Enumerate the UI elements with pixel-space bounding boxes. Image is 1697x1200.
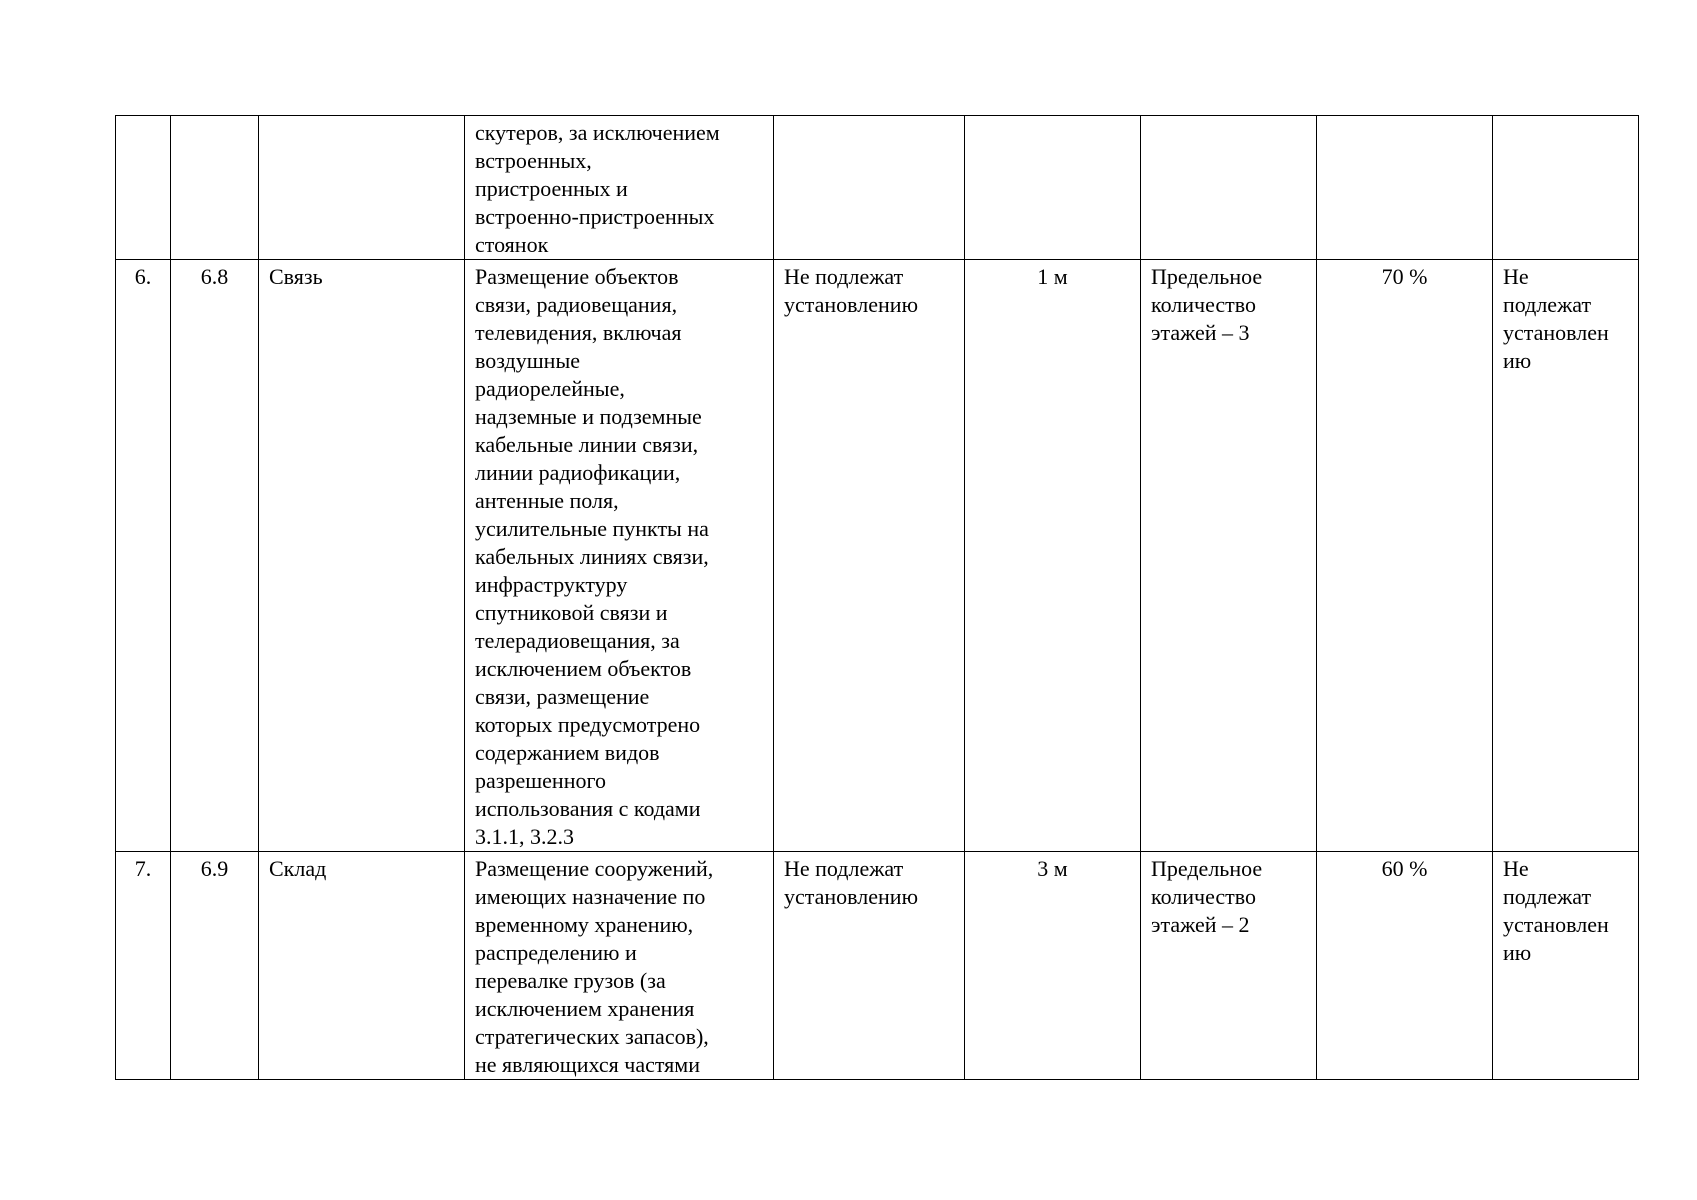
use-code-cell: 6.9 [171, 852, 259, 1080]
other-params-cell: Не подлежат установлен ию [1493, 260, 1639, 852]
coverage-cell: 70 % [1317, 260, 1493, 852]
coverage-cell: 60 % [1317, 852, 1493, 1080]
table-row [116, 852, 1639, 1080]
row-number-cell [116, 116, 171, 260]
table-row [116, 260, 1639, 852]
use-code-cell: 6.8 [171, 260, 259, 852]
use-description-cell: Размещение сооружений, имеющих назначение по временному хранению, распределению и перевалке грузов (за исключением хранения стратегических запасов), не являющихся частями [465, 852, 774, 1080]
use-description-cell: Размещение объектов связи, радиовещания, телевидения, включая воздушные радиорелейные, надземные и подземные кабельные линии связи, линии радиофикации, антенные поля, усилительные пункты на кабельных линиях связи, инфраструктуру спутниковой связи и телерадиовещания, за исключением объектов связи, размещение которых предусмотрено содержанием видов разрешенного использования с кодами 3.1.1, 3.2.3 [465, 260, 774, 852]
floors-cell: Предельное количество этажей – 3 [1141, 260, 1317, 852]
row-number-cell: 7. [116, 852, 171, 1080]
use-code-cell [171, 116, 259, 260]
row-number-cell: 6. [116, 260, 171, 852]
table-row [116, 116, 1639, 260]
floors-cell: Предельное количество этажей – 2 [1141, 852, 1317, 1080]
use-name-cell: Связь [259, 260, 465, 852]
land-use-table [115, 115, 1639, 1080]
other-params-cell [1493, 116, 1639, 260]
use-description-cell: скутеров, за исключением встроенных, пристроенных и встроенно-пристроенных стоянок [465, 116, 774, 260]
coverage-cell [1317, 116, 1493, 260]
plot-area-cell: Не подлежат установлению [774, 260, 965, 852]
other-params-cell: Не подлежат установлен ию [1493, 852, 1639, 1080]
setback-cell: 3 м [965, 852, 1141, 1080]
use-name-cell: Склад [259, 852, 465, 1080]
use-name-cell [259, 116, 465, 260]
setback-cell [965, 116, 1141, 260]
floors-cell [1141, 116, 1317, 260]
plot-area-cell [774, 116, 965, 260]
plot-area-cell: Не подлежат установлению [774, 852, 965, 1080]
setback-cell: 1 м [965, 260, 1141, 852]
